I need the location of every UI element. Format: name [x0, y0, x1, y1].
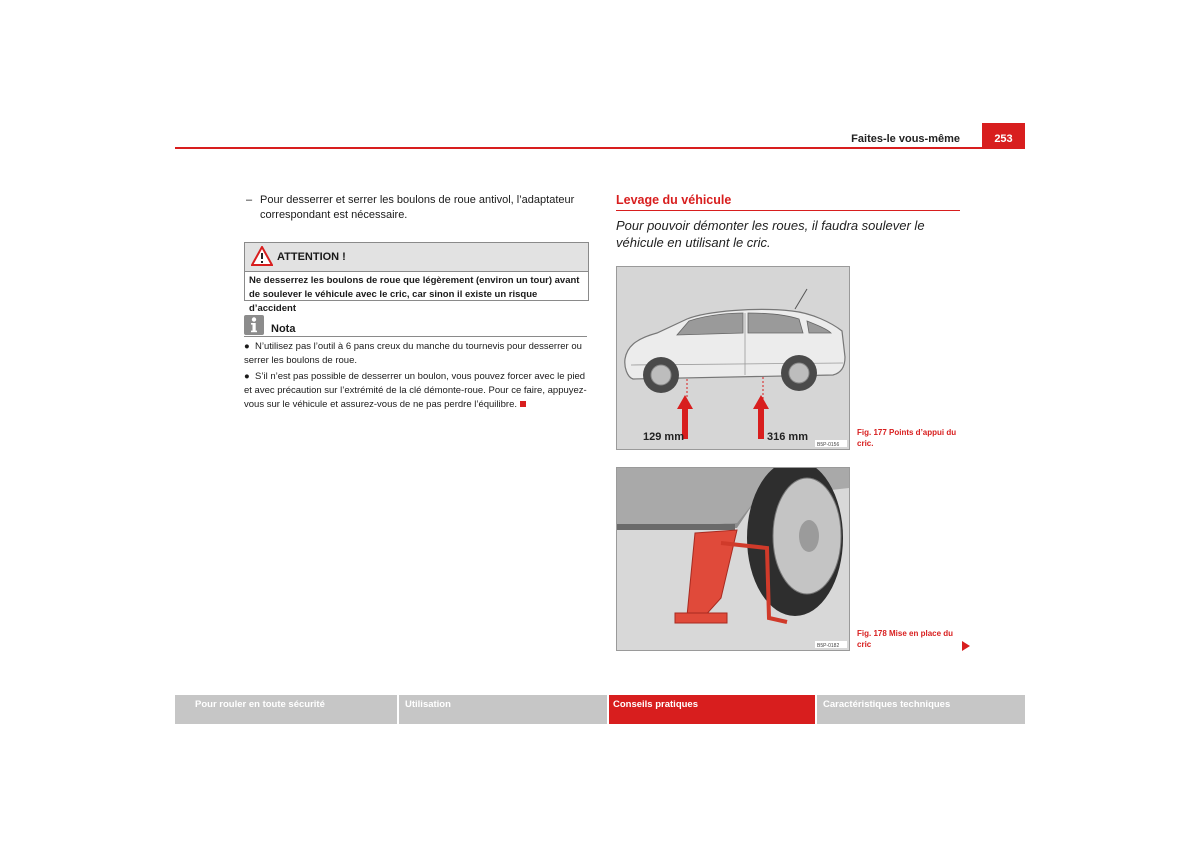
dash-marker: –	[246, 194, 253, 206]
nav-tab-securite[interactable]: Pour rouler en toute sécurité	[175, 695, 397, 724]
figure-177-caption: Fig. 177 Points d’appui du cric.	[857, 428, 957, 448]
warning-text: Ne desserrez les boulons de roue que légèrement (environ un tour) avant de soulever le véhicule avec le cric, car sinon il existe un risque d’accident	[249, 275, 580, 314]
section-rule	[616, 210, 960, 211]
note-bullet: ● S’il n’est pas possible de desserrer un boulon, vous pouvez forcer avec le pied et avec précaution sur l’extrémité de la clé démonte-roue. Pour ce faire, appuyez-vous sur le véhicule et assurez-vous de ne pas perdre l’équilibre.	[244, 371, 587, 410]
figure-178-caption: Fig. 178 Mise en place du cric	[857, 629, 954, 649]
dash-list-item	[246, 193, 596, 223]
label-129mm: 129 mm	[643, 431, 684, 443]
nav-tab-caracteristiques[interactable]: Caractéristiques techniques	[817, 695, 1025, 724]
figure-code: B5P-0182	[817, 643, 840, 649]
figure-code: B5P-0156	[817, 442, 840, 448]
nav-tab-conseils-pratiques[interactable]: Conseils pratiques	[609, 695, 815, 724]
note-bullets	[244, 340, 589, 414]
nav-tab-utilisation[interactable]: Utilisation	[399, 695, 607, 724]
running-header-title: Faites-le vous-même	[851, 133, 960, 145]
note-title: Nota	[271, 323, 296, 335]
jack-illustration	[617, 468, 849, 650]
figure-177-jack-points	[616, 266, 850, 450]
end-of-section-marker	[520, 401, 526, 407]
next-page-arrow-icon[interactable]	[962, 641, 970, 651]
note-bullet-text: S’il n’est pas possible de desserrer un boulon, vous pouvez forcer avec le pied et avec précaution sur l’extrémité de la clé démonte-roue. Pour ce faire, appuyez-vous sur le véhicule et assurez-vous de ne pas perdre l’équilibre.	[244, 371, 587, 410]
figure-178-jack-placement	[616, 467, 850, 651]
warning-box-header	[245, 243, 588, 272]
warning-box	[244, 242, 589, 314]
dash-item-text: Pour desserrer et serrer les boulons de roue antivol, l’adaptateur correspondant est nécessaire.	[260, 194, 575, 221]
warning-triangle-icon	[251, 246, 273, 266]
note-bullet-text: N’utilisez pas l’outil à 6 pans creux du manche du tournevis pour desserrer ou serrer les boulons de roue.	[244, 341, 582, 366]
header-rule	[175, 147, 1025, 149]
label-316mm: 316 mm	[767, 431, 808, 443]
info-icon	[244, 315, 264, 335]
note-rule	[244, 336, 587, 337]
section-title: Levage du véhicule	[616, 193, 732, 207]
warning-title: ATTENTION !	[277, 251, 346, 263]
chapter-nav	[175, 695, 1025, 724]
page-number: 253	[982, 123, 1025, 149]
section-intro: Pour pouvoir démonter les roues, il faudra soulever le véhicule en utilisant le cric.	[616, 218, 925, 250]
note-bullet: ● N’utilisez pas l’outil à 6 pans creux du manche du tournevis pour desserrer ou serrer les boulons de roue.	[244, 341, 582, 366]
car-side-illustration	[617, 267, 849, 449]
